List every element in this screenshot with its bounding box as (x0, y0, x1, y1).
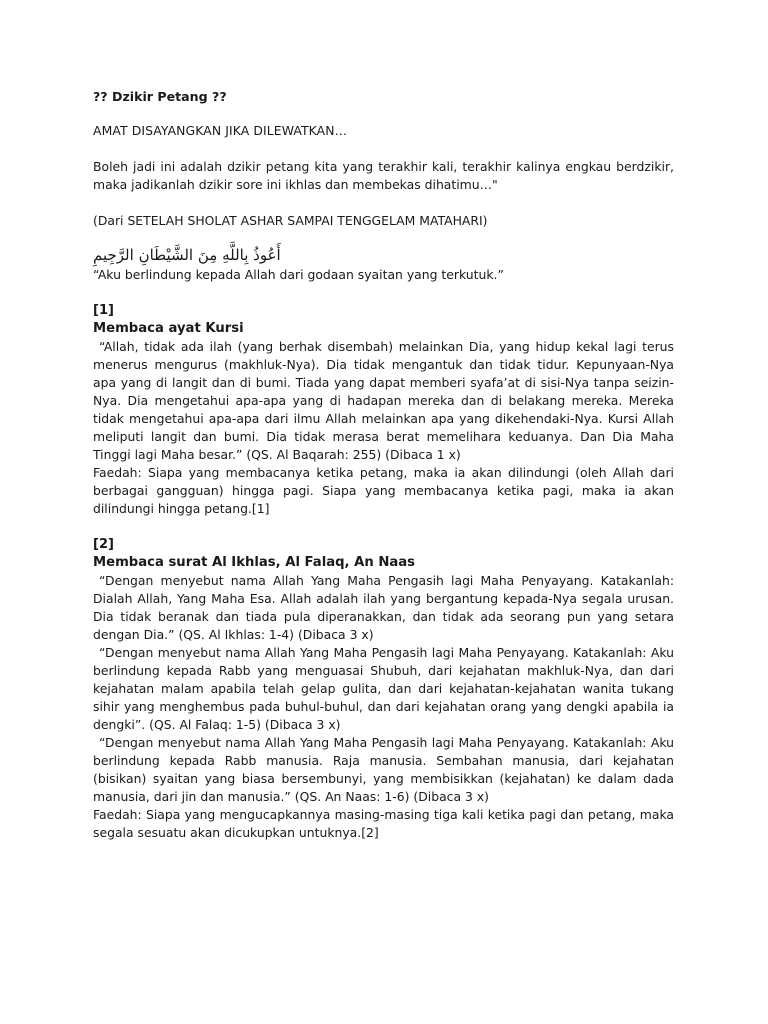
section-2-al-ikhlas: “Dengan menyebut nama Allah Yang Maha Pengasih lagi Maha Penyayang. Katakanlah: Dialah Allah, Yang Maha Esa. Allah adalah ilah yang bergantung kepada-Nya segala urusan. Dia tidak beranak dan tiada pula diperanakkan, dan tidak ada seorang pun yang setara dengan Dia.” (QS. Al Ikhlas: 1-4) (Dibaca 3 x) (93, 573, 674, 642)
taawudz-arabic: أَعُوذُ بِاللَّهِ مِنَ الشَّيْطَانِ الرَّجِيمِ (93, 246, 281, 264)
section-2-heading: Membaca surat Al Ikhlas, Al Falaq, An Naas (93, 555, 416, 570)
section-1-ayat-text: “Allah, tidak ada ilah (yang berhak disembah) melainkan Dia, yang hidup kekal lagi terus menerus mengurus (makhluk-Nya). Dia tidak mengantuk dan tidak tidur. Kepunyaan-Nya apa yang di langit dan di bumi. Tiada yang dapat memberi syafa’at di sisi-Nya tanpa seizin-Nya. Dia mengetahui apa-apa yang di hadapan mereka dan di belakang mereka. Mereka tidak mengetahui apa-apa dari ilmu Allah melainkan apa yang dikehendaki-Nya. Kursi Allah meliputi langit dan bumi. Dia tidak merasa berat memelihara keduanya. Dan Dia Maha Tinggi lagi Maha besar.” (QS. Al Baqarah: 255) (Dibaca 1 x) (93, 339, 674, 462)
taawudz-translation: “Aku berlindung kepada Allah dari godaan syaitan yang terkutuk.” (93, 267, 504, 282)
section-1-heading: Membaca ayat Kursi (93, 321, 244, 336)
section-2-an-naas: “Dengan menyebut nama Allah Yang Maha Pengasih lagi Maha Penyayang. Katakanlah: Aku berlindung kepada Rabb manusia. Raja manusia. Sembahan manusia, dari kejahatan (bisikan) syaitan yang biasa bersembunyi, yang membisikkan (kejahatan) ke dalam dada manusia, dari jin dan manusia.” (QS. An Naas: 1-6) (Dibaca 3 x) (93, 735, 674, 804)
section-2-number: [2] (93, 537, 114, 552)
intro-paragraph: Boleh jadi ini adalah dzikir petang kita yang terakhir kali, terakhir kalinya engkau berdzikir, maka jadikanlah dzikir sore ini ikhlas dan membekas dihatimu…" (93, 159, 674, 192)
section-2-faedah: Faedah: Siapa yang mengucapkannya masing-masing tiga kali ketika pagi dan petang, maka segala sesuatu akan dicukupkan untuknya.[2] (93, 807, 674, 840)
section-1-number: [1] (93, 303, 114, 318)
section-1-faedah: Faedah: Siapa yang membacanya ketika petang, maka ia akan dilindungi (oleh Allah dari berbagai gangguan) hingga pagi. Siapa yang membacanya ketika pagi, maka ia akan dilindungi hingga petang.[1] (93, 465, 674, 516)
subtitle: AMAT DISAYANGKAN JIKA DILEWATKAN… (93, 123, 348, 138)
section-2-al-falaq: “Dengan menyebut nama Allah Yang Maha Pengasih lagi Maha Penyayang. Katakanlah: Aku berlindung kepada Rabb yang menguasai Shubuh, dari kejahatan makhluk-Nya, dan dari kejahatan malam apabila telah gelap gulita, dan dari kejahatan-kejahatan wanita tukang sihir yang menghembus pada buhul-buhul, dan dari kejahatan orang yang dengki apabila ia dengki”. (QS. Al Falaq: 1-5) (Dibaca 3 x) (93, 645, 674, 732)
time-note: (Dari SETELAH SHOLAT ASHAR SAMPAI TENGGELAM MATAHARI) (93, 213, 488, 228)
document-title: ?? Dzikir Petang ?? (93, 89, 227, 104)
